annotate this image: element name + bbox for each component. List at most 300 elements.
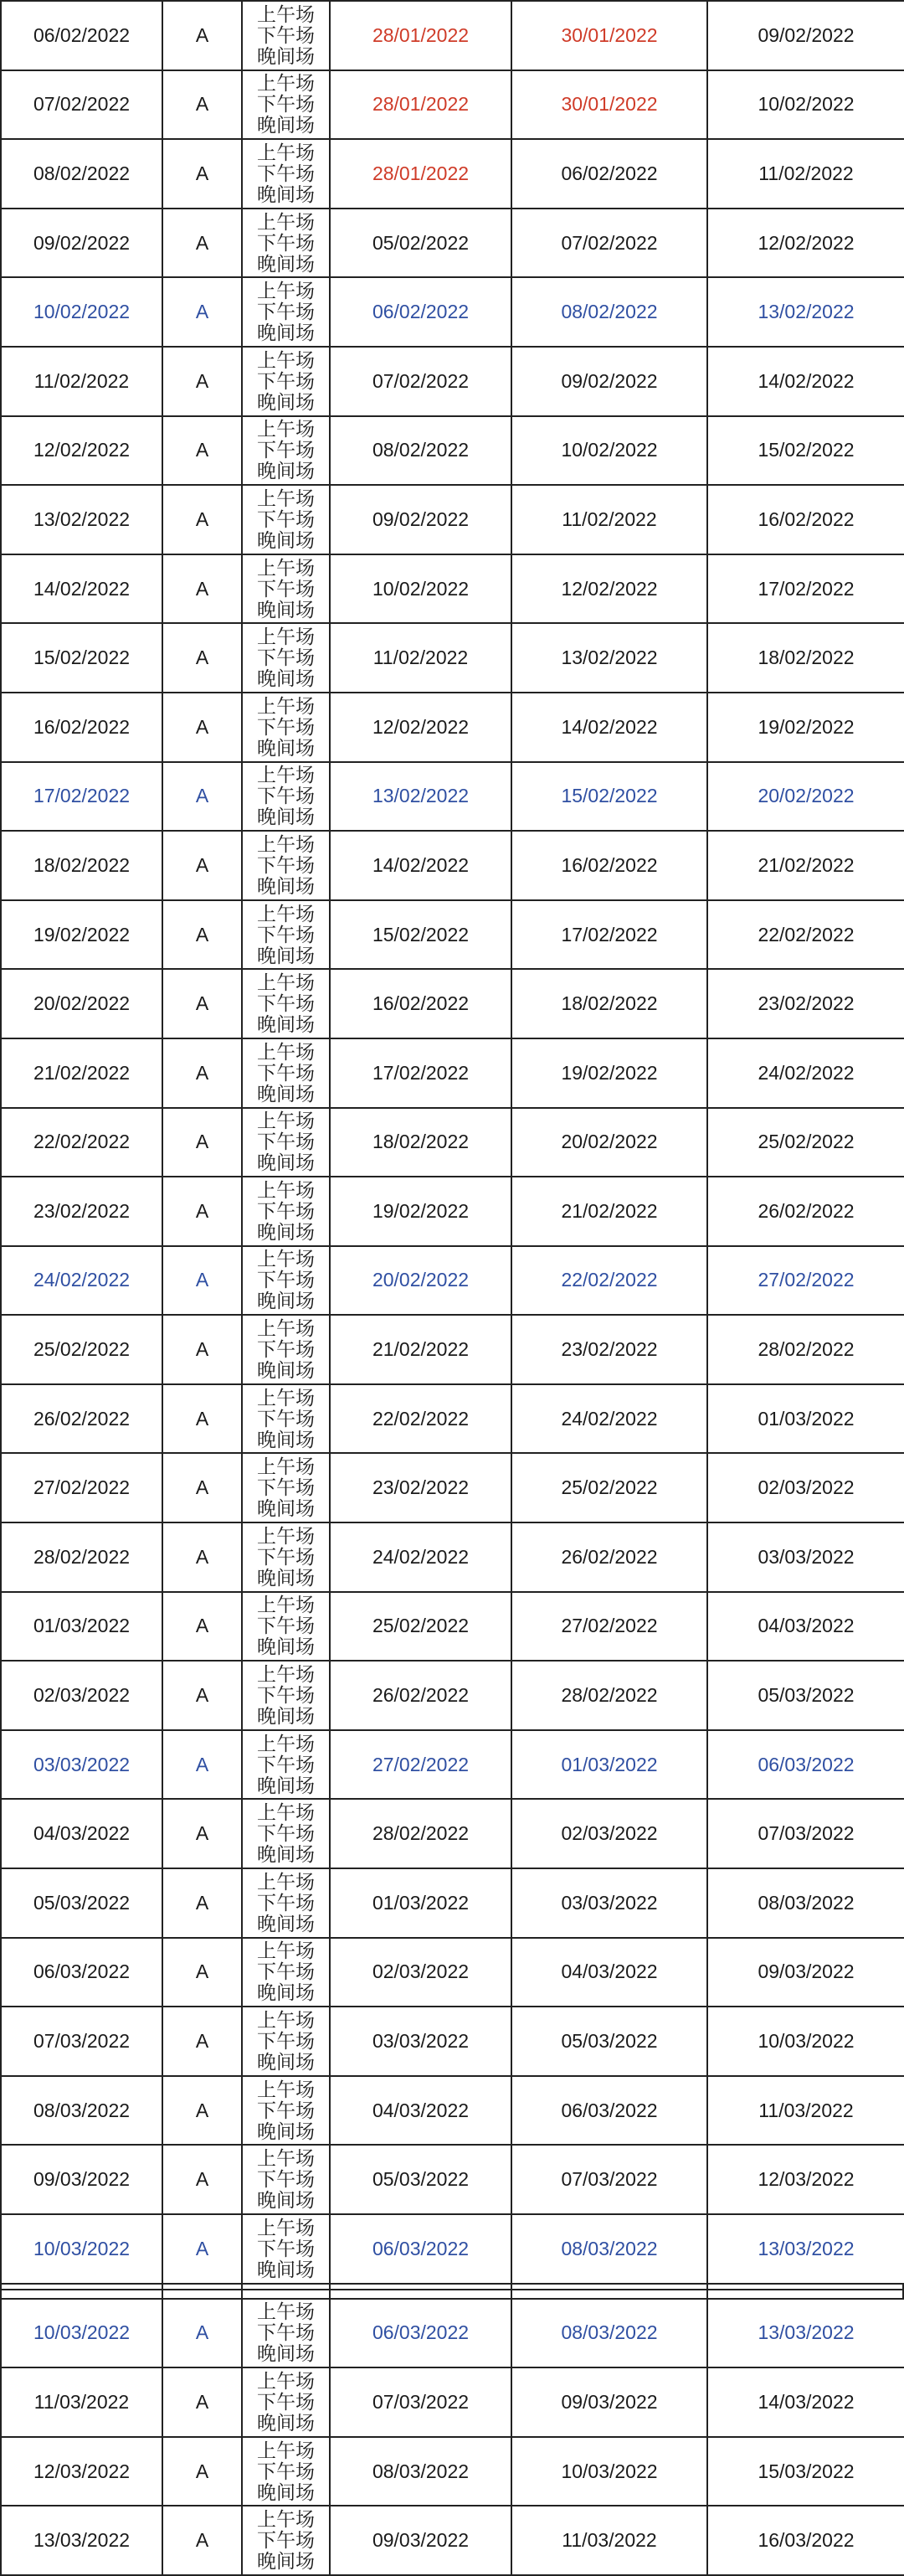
table-row [1, 1868, 904, 1938]
row-date-cell: 19/02/2022 [1, 900, 162, 970]
session-cell [242, 623, 330, 693]
session-label: 上午场 [257, 902, 315, 925]
session-label: 上午场 [257, 626, 315, 648]
row-date-cell: 06/02/2022 [1, 1, 162, 70]
session-cell [242, 1108, 330, 1177]
row-grade-cell: A [162, 1315, 242, 1384]
session-label: 晚间场 [257, 1912, 315, 1935]
table-row [1, 2007, 904, 2076]
session-label: 上午场 [257, 141, 315, 163]
session-cell [242, 2506, 330, 2575]
date-cell-1: 08/03/2022 [330, 2437, 511, 2506]
date-cell-1: 01/03/2022 [330, 1868, 511, 1938]
date-cell-3: 01/03/2022 [707, 1384, 904, 1454]
row-grade-cell: A [162, 623, 242, 693]
session-label: 上午场 [257, 1178, 315, 1201]
date-cell-2: 07/02/2022 [511, 209, 707, 278]
date-cell-2: 11/02/2022 [511, 485, 707, 554]
date-cell-3: 09/02/2022 [707, 1, 904, 70]
row-grade-cell: A [162, 1799, 242, 1868]
session-cell [242, 1799, 330, 1868]
session-label: 晚间场 [257, 806, 315, 828]
row-grade-cell: A [162, 2145, 242, 2214]
date-cell-3: 22/02/2022 [707, 900, 904, 970]
row-grade-cell: A [162, 416, 242, 486]
date-cell-2: 25/02/2022 [511, 1453, 707, 1522]
date-cell-2: 01/03/2022 [511, 1730, 707, 1800]
row-date-cell: 10/02/2022 [1, 277, 162, 347]
session-cell [242, 1868, 330, 1938]
table-row [1, 2145, 904, 2214]
session-label: 上午场 [257, 210, 315, 233]
date-cell-3: 26/02/2022 [707, 1177, 904, 1246]
table-row [1, 1730, 904, 1800]
row-grade-cell: A [162, 1453, 242, 1522]
session-label: 上午场 [257, 694, 315, 717]
session-label: 上午场 [257, 2009, 315, 2032]
table-row [1, 1038, 904, 1108]
session-label: 晚间场 [257, 1151, 315, 1174]
session-label: 下午场 [257, 1476, 315, 1499]
session-label: 晚间场 [257, 1566, 315, 1589]
date-cell-1: 07/02/2022 [330, 347, 511, 416]
session-label: 下午场 [257, 1269, 315, 1291]
session-label: 上午场 [257, 1110, 315, 1132]
date-cell-3: 11/03/2022 [707, 2076, 904, 2146]
session-cell [242, 900, 330, 970]
row-grade-cell: A [162, 693, 242, 762]
session-label: 上午场 [257, 280, 315, 302]
session-label: 下午场 [257, 2321, 315, 2344]
session-label: 晚间场 [257, 1636, 315, 1658]
date-cell-1: 25/02/2022 [330, 1592, 511, 1662]
session-cell [242, 1661, 330, 1730]
date-cell-2: 15/02/2022 [511, 762, 707, 832]
row-date-cell: 11/03/2022 [1, 2367, 162, 2437]
session-label: 下午场 [257, 1753, 315, 1775]
date-cell-2: 09/03/2022 [511, 2367, 707, 2437]
row-grade-cell: A [162, 1661, 242, 1730]
row-date-cell: 03/03/2022 [1, 1730, 162, 1800]
date-cell-2: 06/03/2022 [511, 2076, 707, 2146]
row-grade-cell: A [162, 209, 242, 278]
row-date-cell: 05/03/2022 [1, 1868, 162, 1938]
row-date-cell: 10/03/2022 [1, 2214, 162, 2284]
date-cell-1: 16/02/2022 [330, 969, 511, 1038]
schedule-table-bottom [0, 2298, 904, 2576]
row-grade-cell: A [162, 969, 242, 1038]
table-row [1, 1661, 904, 1730]
date-cell-3: 17/02/2022 [707, 554, 904, 624]
row-grade-cell: A [162, 1246, 242, 1316]
date-cell-1: 07/03/2022 [330, 2367, 511, 2437]
session-cell [242, 347, 330, 416]
date-cell-3: 10/02/2022 [707, 70, 904, 140]
session-cell [242, 1453, 330, 1522]
session-label: 上午场 [257, 1663, 315, 1686]
session-label: 上午场 [257, 832, 315, 855]
table-row [1, 209, 904, 278]
row-date-cell: 09/02/2022 [1, 209, 162, 278]
session-label: 晚间场 [257, 2120, 315, 2142]
row-grade-cell: A [162, 762, 242, 832]
session-cell [242, 969, 330, 1038]
session-cell [242, 762, 330, 832]
row-date-cell: 25/02/2022 [1, 1315, 162, 1384]
table-row [1, 2299, 904, 2368]
session-label: 上午场 [257, 1317, 315, 1340]
row-grade-cell: A [162, 139, 242, 209]
session-label: 晚间场 [257, 1428, 315, 1450]
session-label: 下午场 [257, 1199, 315, 1222]
date-cell-1: 06/03/2022 [330, 2214, 511, 2284]
table-row [1, 900, 904, 970]
date-cell-1: 06/03/2022 [330, 2299, 511, 2368]
session-label: 下午场 [257, 1960, 315, 1983]
table-row [1, 2437, 904, 2506]
date-cell-1: 28/01/2022 [330, 1, 511, 70]
session-cell [242, 2076, 330, 2146]
session-label: 上午场 [257, 1524, 315, 1547]
row-grade-cell: A [162, 900, 242, 970]
session-label: 晚间场 [257, 1220, 315, 1243]
table-row [1, 969, 904, 1038]
date-cell-2: 11/03/2022 [511, 2506, 707, 2575]
date-cell-1: 27/02/2022 [330, 1730, 511, 1800]
table-row [1, 70, 904, 140]
date-cell-1: 28/01/2022 [330, 139, 511, 209]
date-cell-1: 15/02/2022 [330, 900, 511, 970]
row-grade-cell: A [162, 2299, 242, 2368]
date-cell-2: 18/02/2022 [511, 969, 707, 1038]
session-cell [242, 1938, 330, 2007]
session-cell [242, 70, 330, 140]
date-cell-2: 06/02/2022 [511, 139, 707, 209]
row-date-cell: 01/03/2022 [1, 1592, 162, 1662]
session-label: 晚间场 [257, 44, 315, 67]
session-label: 上午场 [257, 2216, 315, 2239]
date-cell-2: 26/02/2022 [511, 1522, 707, 1592]
session-label: 晚间场 [257, 390, 315, 413]
session-label: 上午场 [257, 1732, 315, 1754]
session-cell [242, 1315, 330, 1384]
row-date-cell: 07/03/2022 [1, 2007, 162, 2076]
date-cell-2: 13/02/2022 [511, 623, 707, 693]
row-date-cell: 23/02/2022 [1, 1177, 162, 1246]
date-cell-1: 21/02/2022 [330, 1315, 511, 1384]
session-label: 晚间场 [257, 114, 315, 137]
date-cell-3: 24/02/2022 [707, 1038, 904, 1108]
session-label: 下午场 [257, 992, 315, 1015]
table-row [1, 1453, 904, 1522]
date-cell-2: 30/01/2022 [511, 1, 707, 70]
session-label: 上午场 [257, 1040, 315, 1063]
row-date-cell: 24/02/2022 [1, 1246, 162, 1316]
row-date-cell: 02/03/2022 [1, 1661, 162, 1730]
date-cell-1: 22/02/2022 [330, 1384, 511, 1454]
date-cell-1: 28/01/2022 [330, 70, 511, 140]
date-cell-3: 04/03/2022 [707, 1592, 904, 1662]
table-row [1, 1384, 904, 1454]
date-cell-3: 23/02/2022 [707, 969, 904, 1038]
table-row [1, 2076, 904, 2146]
row-date-cell: 06/03/2022 [1, 1938, 162, 2007]
date-cell-1: 03/03/2022 [330, 2007, 511, 2076]
table-row [1, 1177, 904, 1246]
session-label: 上午场 [257, 1801, 315, 1824]
session-cell [242, 1592, 330, 1662]
date-cell-2: 20/02/2022 [511, 1108, 707, 1177]
session-label: 下午场 [257, 369, 315, 392]
session-label: 上午场 [257, 764, 315, 786]
date-cell-2: 14/02/2022 [511, 693, 707, 762]
row-grade-cell: A [162, 1108, 242, 1177]
table-row [1, 762, 904, 832]
session-label: 上午场 [257, 348, 315, 371]
table-row [1, 1799, 904, 1868]
session-label: 下午场 [257, 1545, 315, 1568]
date-cell-3: 10/03/2022 [707, 2007, 904, 2076]
date-cell-3: 15/03/2022 [707, 2437, 904, 2506]
session-label: 上午场 [257, 971, 315, 994]
session-label: 晚间场 [257, 1497, 315, 1520]
session-label: 晚间场 [257, 667, 315, 690]
row-date-cell: 28/02/2022 [1, 1522, 162, 1592]
session-label: 上午场 [257, 2508, 315, 2531]
date-cell-3: 15/02/2022 [707, 416, 904, 486]
session-label: 晚间场 [257, 2342, 315, 2365]
date-cell-2: 10/03/2022 [511, 2437, 707, 2506]
date-cell-1: 18/02/2022 [330, 1108, 511, 1177]
date-cell-2: 24/02/2022 [511, 1384, 707, 1454]
session-label: 晚间场 [257, 1082, 315, 1105]
row-grade-cell: A [162, 70, 242, 140]
row-date-cell: 10/03/2022 [1, 2299, 162, 2368]
session-cell [242, 139, 330, 209]
row-grade-cell: A [162, 2214, 242, 2284]
date-cell-1: 24/02/2022 [330, 1522, 511, 1592]
session-label: 上午场 [257, 487, 315, 509]
row-grade-cell: A [162, 554, 242, 624]
session-label: 下午场 [257, 2529, 315, 2552]
table-row [1, 139, 904, 209]
session-label: 晚间场 [257, 1013, 315, 1036]
row-date-cell: 09/03/2022 [1, 2145, 162, 2214]
row-date-cell: 15/02/2022 [1, 623, 162, 693]
date-cell-1: 26/02/2022 [330, 1661, 511, 1730]
date-cell-2: 09/02/2022 [511, 347, 707, 416]
session-label: 下午场 [257, 853, 315, 876]
date-cell-1: 10/02/2022 [330, 554, 511, 624]
session-cell [242, 1384, 330, 1454]
date-cell-2: 19/02/2022 [511, 1038, 707, 1108]
session-label: 下午场 [257, 2099, 315, 2121]
date-cell-3: 28/02/2022 [707, 1315, 904, 1384]
session-cell [242, 1, 330, 70]
row-grade-cell: A [162, 2437, 242, 2506]
session-cell [242, 1038, 330, 1108]
session-cell [242, 831, 330, 900]
session-label: 上午场 [257, 2369, 315, 2392]
date-cell-1: 20/02/2022 [330, 1246, 511, 1316]
session-label: 上午场 [257, 1940, 315, 1962]
date-cell-3: 14/02/2022 [707, 347, 904, 416]
table-row [1, 2214, 904, 2284]
date-cell-3: 14/03/2022 [707, 2367, 904, 2437]
date-cell-2: 08/03/2022 [511, 2214, 707, 2284]
session-label: 下午场 [257, 1822, 315, 1845]
session-label: 下午场 [257, 2237, 315, 2259]
date-cell-3: 06/03/2022 [707, 1730, 904, 1800]
session-label: 下午场 [257, 1684, 315, 1707]
session-label: 晚间场 [257, 2258, 315, 2280]
row-date-cell: 14/02/2022 [1, 554, 162, 624]
date-cell-2: 12/02/2022 [511, 554, 707, 624]
row-date-cell: 20/02/2022 [1, 969, 162, 1038]
date-cell-2: 04/03/2022 [511, 1938, 707, 2007]
row-date-cell: 12/03/2022 [1, 2437, 162, 2506]
session-label: 下午场 [257, 231, 315, 254]
row-grade-cell: A [162, 2076, 242, 2146]
row-grade-cell: A [162, 831, 242, 900]
session-cell [242, 693, 330, 762]
session-label: 下午场 [257, 2390, 315, 2413]
session-cell [242, 2437, 330, 2506]
session-label: 下午场 [257, 162, 315, 184]
session-label: 上午场 [257, 418, 315, 440]
session-label: 晚间场 [257, 460, 315, 482]
date-cell-3: 07/03/2022 [707, 1799, 904, 1868]
table-row [1, 347, 904, 416]
table-row [1, 1315, 904, 1384]
session-label: 下午场 [257, 1891, 315, 1914]
date-cell-1: 11/02/2022 [330, 623, 511, 693]
date-cell-2: 17/02/2022 [511, 900, 707, 970]
date-cell-1: 06/02/2022 [330, 277, 511, 347]
session-label: 晚间场 [257, 736, 315, 759]
date-cell-1: 23/02/2022 [330, 1453, 511, 1522]
session-label: 晚间场 [257, 1774, 315, 1796]
row-grade-cell: A [162, 1592, 242, 1662]
date-cell-2: 21/02/2022 [511, 1177, 707, 1246]
row-date-cell: 08/03/2022 [1, 2076, 162, 2146]
date-cell-3: 11/02/2022 [707, 139, 904, 209]
date-cell-2: 28/02/2022 [511, 1661, 707, 1730]
date-cell-1: 17/02/2022 [330, 1038, 511, 1108]
date-cell-1: 08/02/2022 [330, 416, 511, 486]
date-cell-3: 16/03/2022 [707, 2506, 904, 2575]
session-label: 晚间场 [257, 1359, 315, 1382]
date-cell-3: 13/02/2022 [707, 277, 904, 347]
date-cell-1: 09/03/2022 [330, 2506, 511, 2575]
date-cell-2: 23/02/2022 [511, 1315, 707, 1384]
session-cell [242, 2145, 330, 2214]
date-cell-2: 03/03/2022 [511, 1868, 707, 1938]
session-label: 下午场 [257, 577, 315, 600]
row-grade-cell: A [162, 1177, 242, 1246]
date-cell-3: 13/03/2022 [707, 2299, 904, 2368]
session-label: 下午场 [257, 1061, 315, 1084]
session-label: 上午场 [257, 72, 315, 95]
date-cell-1: 09/02/2022 [330, 485, 511, 554]
table-row [1, 277, 904, 347]
date-cell-3: 12/02/2022 [707, 209, 904, 278]
row-date-cell: 26/02/2022 [1, 1384, 162, 1454]
table-row [1, 1522, 904, 1592]
page-break-separator [0, 2285, 904, 2298]
date-cell-1: 13/02/2022 [330, 762, 511, 832]
session-label: 上午场 [257, 1386, 315, 1409]
session-label: 晚间场 [257, 1843, 315, 1866]
row-date-cell: 17/02/2022 [1, 762, 162, 832]
session-cell [242, 1177, 330, 1246]
session-label: 下午场 [257, 507, 315, 530]
session-label: 下午场 [257, 2168, 315, 2191]
session-label: 上午场 [257, 2078, 315, 2100]
session-label: 晚间场 [257, 2481, 315, 2503]
schedule-table-body [1, 1, 904, 2284]
session-label: 晚间场 [257, 2189, 315, 2212]
table-row [1, 1, 904, 70]
date-cell-3: 21/02/2022 [707, 831, 904, 900]
session-label: 下午场 [257, 2030, 315, 2053]
row-grade-cell: A [162, 2007, 242, 2076]
date-cell-3: 18/02/2022 [707, 623, 904, 693]
date-cell-2: 16/02/2022 [511, 831, 707, 900]
session-label: 晚间场 [257, 1981, 315, 2004]
session-label: 晚间场 [257, 598, 315, 621]
date-cell-1: 05/03/2022 [330, 2145, 511, 2214]
row-date-cell: 11/02/2022 [1, 347, 162, 416]
row-grade-cell: A [162, 2367, 242, 2437]
row-date-cell: 04/03/2022 [1, 1799, 162, 1868]
table-row [1, 416, 904, 486]
date-cell-3: 12/03/2022 [707, 2145, 904, 2214]
row-date-cell: 13/02/2022 [1, 485, 162, 554]
session-cell [242, 1522, 330, 1592]
session-label: 下午场 [257, 785, 315, 807]
table-row [1, 554, 904, 624]
session-label: 晚间场 [257, 2411, 315, 2434]
row-grade-cell: A [162, 1, 242, 70]
date-cell-2: 08/02/2022 [511, 277, 707, 347]
session-label: 晚间场 [257, 183, 315, 205]
schedule-table-body [1, 2299, 904, 2575]
date-cell-3: 08/03/2022 [707, 1868, 904, 1938]
row-date-cell: 16/02/2022 [1, 693, 162, 762]
session-label: 下午场 [257, 647, 315, 669]
date-cell-3: 19/02/2022 [707, 693, 904, 762]
date-cell-2: 08/03/2022 [511, 2299, 707, 2368]
row-grade-cell: A [162, 277, 242, 347]
date-cell-1: 12/02/2022 [330, 693, 511, 762]
row-grade-cell: A [162, 485, 242, 554]
session-cell [242, 2299, 330, 2368]
session-label: 上午场 [257, 1248, 315, 1270]
row-date-cell: 18/02/2022 [1, 831, 162, 900]
row-grade-cell: A [162, 1730, 242, 1800]
date-cell-1: 02/03/2022 [330, 1938, 511, 2007]
row-grade-cell: A [162, 1868, 242, 1938]
session-label: 下午场 [257, 1615, 315, 1637]
row-date-cell: 07/02/2022 [1, 70, 162, 140]
date-cell-1: 28/02/2022 [330, 1799, 511, 1868]
row-grade-cell: A [162, 1522, 242, 1592]
table-row [1, 2367, 904, 2437]
table-row [1, 831, 904, 900]
session-label: 晚间场 [257, 1705, 315, 1728]
date-cell-2: 05/03/2022 [511, 2007, 707, 2076]
